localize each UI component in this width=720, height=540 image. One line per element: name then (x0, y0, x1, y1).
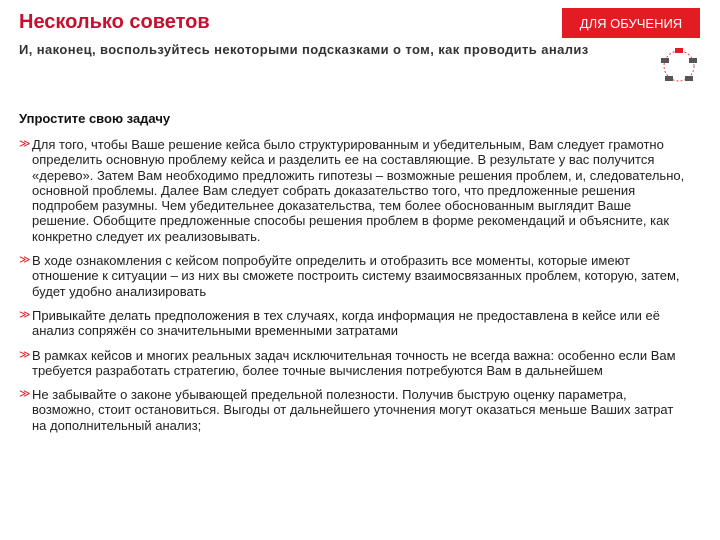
list-item: ≫ В ходе ознакомления с кейсом попробуйте определить и отобразить все моменты, которые имеют отношение к ситуации – из них вы сможете построить систему взаимосвязанных проблем, которую, затем, будет удобно анализировать (19, 253, 680, 299)
bullet-chevron-icon: ≫ (19, 388, 31, 401)
training-badge: ДЛЯ ОБУЧЕНИЯ (562, 8, 700, 38)
bullet-chevron-icon: ≫ (19, 138, 31, 150)
section-heading: Упростите свою задачу (19, 111, 171, 126)
list-item: ≫ В рамках кейсов и многих реальных задач исключительная точность не всегда важна: особенно если Вам требуется разработать стратегию, более точные вычисления потребуются Вам в дальнейшем (19, 347, 676, 378)
bullet-chevron-icon: ≫ (19, 348, 31, 361)
bullet-chevron-icon: ≫ (19, 308, 31, 321)
list-item: ≫ Привыкайте делать предположения в тех случаях, когда информация не предоставлена в кейсе или её анализ сопряжён со значительными временными затратами (19, 307, 660, 339)
page-title: Несколько советов (19, 11, 210, 33)
cycle-diagram-icon (658, 46, 700, 84)
tips-list (19, 137, 687, 442)
list-item: ≫ Для того, чтобы Ваше решение кейса было структурированным и убедительным, Вам следует грамотно определить основную проблему кейса и разделить ее на составляющие. В результате у вас получится «дерево». Затем Вам необходимо предложить гипотезы – возможные решения проблем, и, следовательно, основной проблемы. Далее Вам следует собрать доказательство того, что предложенные решения подпробем разумны. Чем убедительнее доказательства, тем более обоснованным выглядит Ваше решение. Обобщите предложенные способы решения проблем в форме рекомендаций и объясните, как конкретно следует их реализовывать. (19, 137, 685, 244)
bullet-chevron-icon: ≫ (19, 254, 31, 267)
page-subtitle: И, наконец, воспользуйтесь некоторыми подсказками о том, как проводить анализ (19, 42, 589, 57)
list-item: ≫ Не забывайте о законе убывающей предельной полезности. Получив быструю оценку параметра, возможно, стоит остановиться. Выгоды от дальнейшего уточнения могут оказаться меньше Ваших затрат на дополнительный анализ; (19, 387, 674, 433)
